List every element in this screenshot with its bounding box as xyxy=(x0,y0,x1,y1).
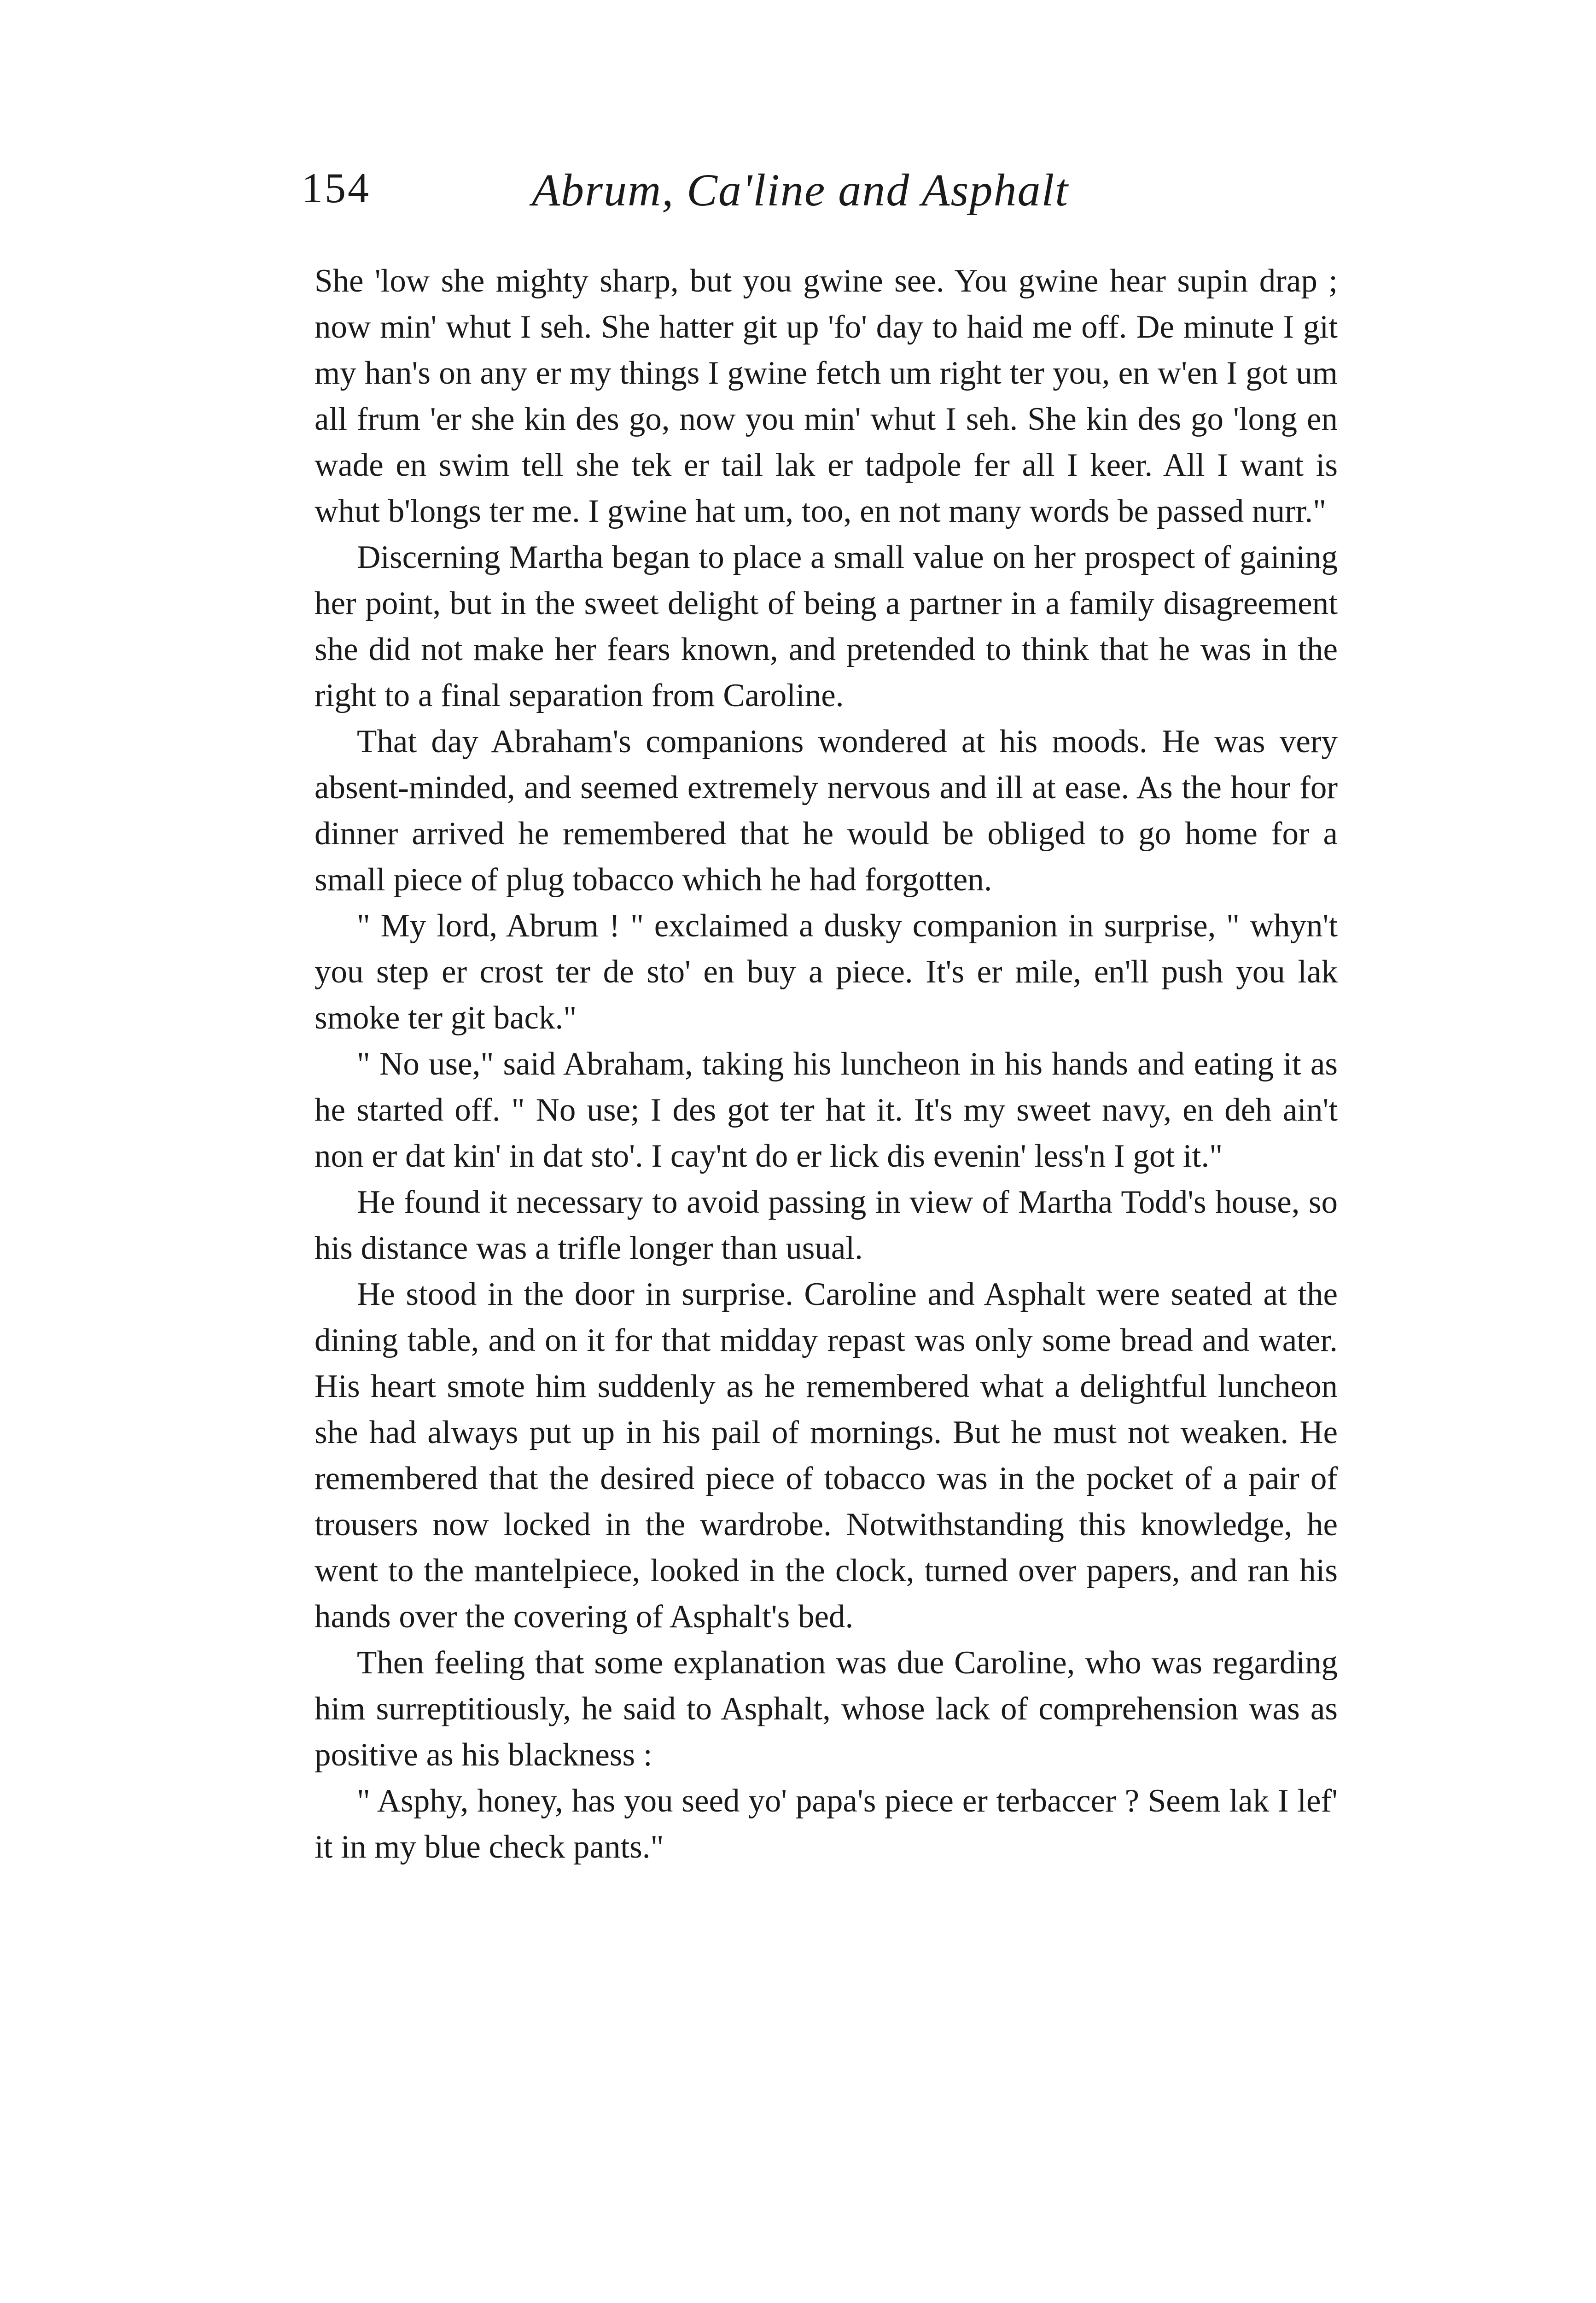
paragraph-6: He found it necessary to avoid passing in view of Martha Todd's house, so his distance was a trifle longer than usual. xyxy=(315,1184,1338,1266)
paragraph-3: That day Abraham's companions wondered at his moods. He was very absent-minded, and seemed extremely nervous and ill at ease. As the hour for dinner arrived he remembered that he would be obliged to go home for a small piece of plug tobacco which he had forgotten. xyxy=(315,724,1338,898)
paragraph-5: " No use," said Abraham, taking his luncheon in his hands and eating it as he started off. " No use; I des got ter hat it. It's my sweet navy, en deh ain't non er dat kin' in dat sto'. I cay'nt do er lick dis evenin' less'n I got it." xyxy=(315,1046,1338,1174)
paragraph-8: Then feeling that some explanation was due Caroline, who was regarding him surreptitiously, he said to Asphalt, whose lack of comprehension was as positive as his blackness : xyxy=(315,1645,1338,1773)
paragraph-2: Discerning Martha began to place a small value on her prospect of gaining her point, but in the sweet delight of being a partner in a family disagreement she did not make her fears known, and pretended to think that he was in the right to a final separation from Caroline. xyxy=(315,539,1338,713)
paragraph-1: She 'low she mighty sharp, but you gwine see. You gwine hear supin drap ; now min' whut I seh. She hatter git up 'fo' day to haid me off. De minute I git my han's on any er my things I gwine fetch um right ter you, en w'en I got um all frum 'er she kin des go, now you min' whut I seh. She kin des go 'long en wade en swim tell she tek er tail lak er tadpole fer all I keer. All I want is whut b'longs ter me. I gwine hat um, too, en not many words be passed nurr." xyxy=(315,263,1338,529)
paragraph-7: He stood in the door in surprise. Caroline and Asphalt were seated at the dining table, and on it for that midday repast was only some bread and water. His heart smote him suddenly as he remembered what a delightful luncheon she had always put up in his pail of mornings. But he must not weaken. He remembered that the desired piece of tobacco was in the pocket of a pair of trousers now locked in the wardrobe. Notwithstanding this knowledge, he went to the mantelpiece, looked in the clock, turned over papers, and ran his hands over the covering of Asphalt's bed. xyxy=(315,1276,1338,1635)
body-text xyxy=(315,258,1338,1870)
paragraph-4: " My lord, Abrum ! " exclaimed a dusky companion in surprise, " whyn't you step er crost ter de sto' en buy a piece. It's er mile, en'll push you lak smoke ter git back." xyxy=(315,908,1338,1036)
running-title: Abrum, Ca'line and Asphalt xyxy=(532,164,1069,216)
paragraph-9: " Asphy, honey, has you seed yo' papa's piece er terbaccer ? Seem lak I lef' it in my blue check pants." xyxy=(315,1783,1338,1865)
page-number: 154 xyxy=(302,164,371,211)
page-header xyxy=(302,154,1333,228)
